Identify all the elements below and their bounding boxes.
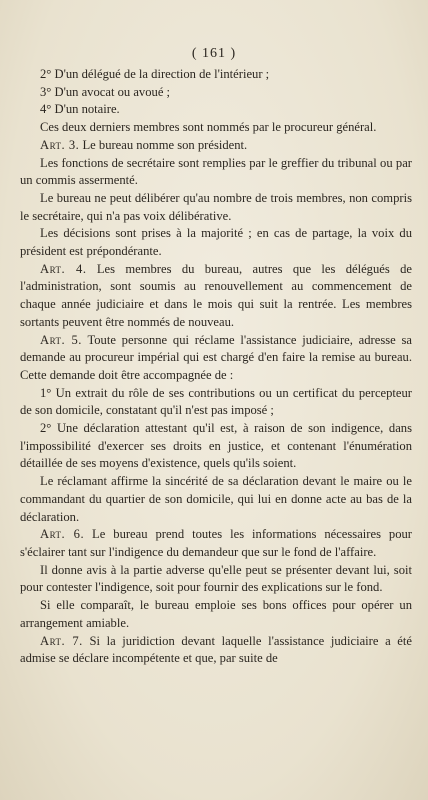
paragraph xyxy=(20,101,412,119)
paragraph-text: 2° Une déclaration attestant qu'il est, à raison de son indigence, dans l'impossibilité d'exercer ses droits en justice, et contenant l'énumération détaillée de ses moyens d'existence, quels qu'ils soient. xyxy=(20,421,412,471)
paragraph xyxy=(20,597,412,632)
paragraph xyxy=(20,155,412,190)
paragraph-text: Le bureau ne peut délibérer qu'au nombre de trois membres, non compris le secrétaire, qui n'a pas voix délibérative. xyxy=(20,190,412,223)
paragraph-text: 2° D'un délégué de la direction de l'intérieur ; xyxy=(40,67,270,81)
paragraph xyxy=(20,225,412,260)
paragraph-text: 4° D'un notaire. xyxy=(40,102,120,117)
body-text xyxy=(20,66,412,668)
paragraph xyxy=(20,562,412,597)
article-paragraph xyxy=(20,526,412,561)
article-label: Art. 3. xyxy=(40,137,80,152)
paragraph xyxy=(20,84,412,102)
article-label: Art. 5. xyxy=(40,332,82,347)
paragraph-text: Si la juridiction devant laquelle l'assistance judiciaire a été admise se déclare incompétente et que, par suite de xyxy=(20,633,412,666)
paragraph-text: Les décisions sont prises à la majorité ; en cas de partage, la voix du président est prépondérante. xyxy=(20,226,412,259)
paragraph-text: Ces deux derniers membres sont nommés par le procureur général. xyxy=(40,120,377,135)
paragraph-text: Le bureau nomme son président. xyxy=(82,137,248,152)
article-label: Art. 6. xyxy=(40,527,85,542)
paragraph-text: Toute personne qui réclame l'assistance judiciaire, adresse sa demande au procureur impérial qui est chargé d'en faire la remise au bureau. Cette demande doit être accompagnée de : xyxy=(20,332,412,382)
paragraph-text: Il donne avis à la partie adverse qu'elle peut se présenter devant lui, soit pour contester l'indigence, soit pour fournir des explications sur le fond. xyxy=(20,562,412,595)
paragraph-text: Le réclamant affirme la sincérité de sa déclaration devant le maire ou le commandant du quartier de son domicile, qui lui en donne acte au bas de la déclaration. xyxy=(20,474,412,524)
paragraph-text: 3° D'un avocat ou avoué ; xyxy=(40,84,171,99)
paragraph xyxy=(20,473,412,526)
article-paragraph xyxy=(20,332,412,385)
article-label: Art. 4. xyxy=(40,261,87,276)
page-number: ( 161 ) xyxy=(191,46,237,61)
article-label: Art. 7. xyxy=(40,633,83,648)
paragraph xyxy=(20,119,412,137)
paragraph xyxy=(20,420,412,473)
paragraph-text: Le bureau prend toutes les informations nécessaires pour s'éclairer tant sur l'indigence du demandeur que sur le fond de l'affaire. xyxy=(20,527,412,559)
paragraph-text: Si elle comparaît, le bureau emploie ses bons offices pour opérer un arrangement amiable. xyxy=(20,598,412,630)
paragraph-text: 1° Un extrait du rôle de ses contributions ou un certificat du percepteur de son domicile, constatant qu'il n'est pas imposé ; xyxy=(20,385,412,418)
article-paragraph xyxy=(20,137,412,155)
article-paragraph xyxy=(20,633,412,668)
paragraph-text: Les fonctions de secrétaire sont remplies par le greffier du tribunal ou par un commis assermenté. xyxy=(20,155,412,188)
paragraph xyxy=(20,66,412,84)
paragraph xyxy=(20,385,412,420)
article-paragraph xyxy=(20,261,412,332)
paragraph-text: Les membres du bureau, autres que les délégués de l'administration, sont soumis au renouvellement au commencement de chaque année judiciaire et dans le mois qui suit la rentrée. Les membres sortants peuvent être nommés de nouveau. xyxy=(20,261,412,329)
paragraph xyxy=(20,190,412,225)
